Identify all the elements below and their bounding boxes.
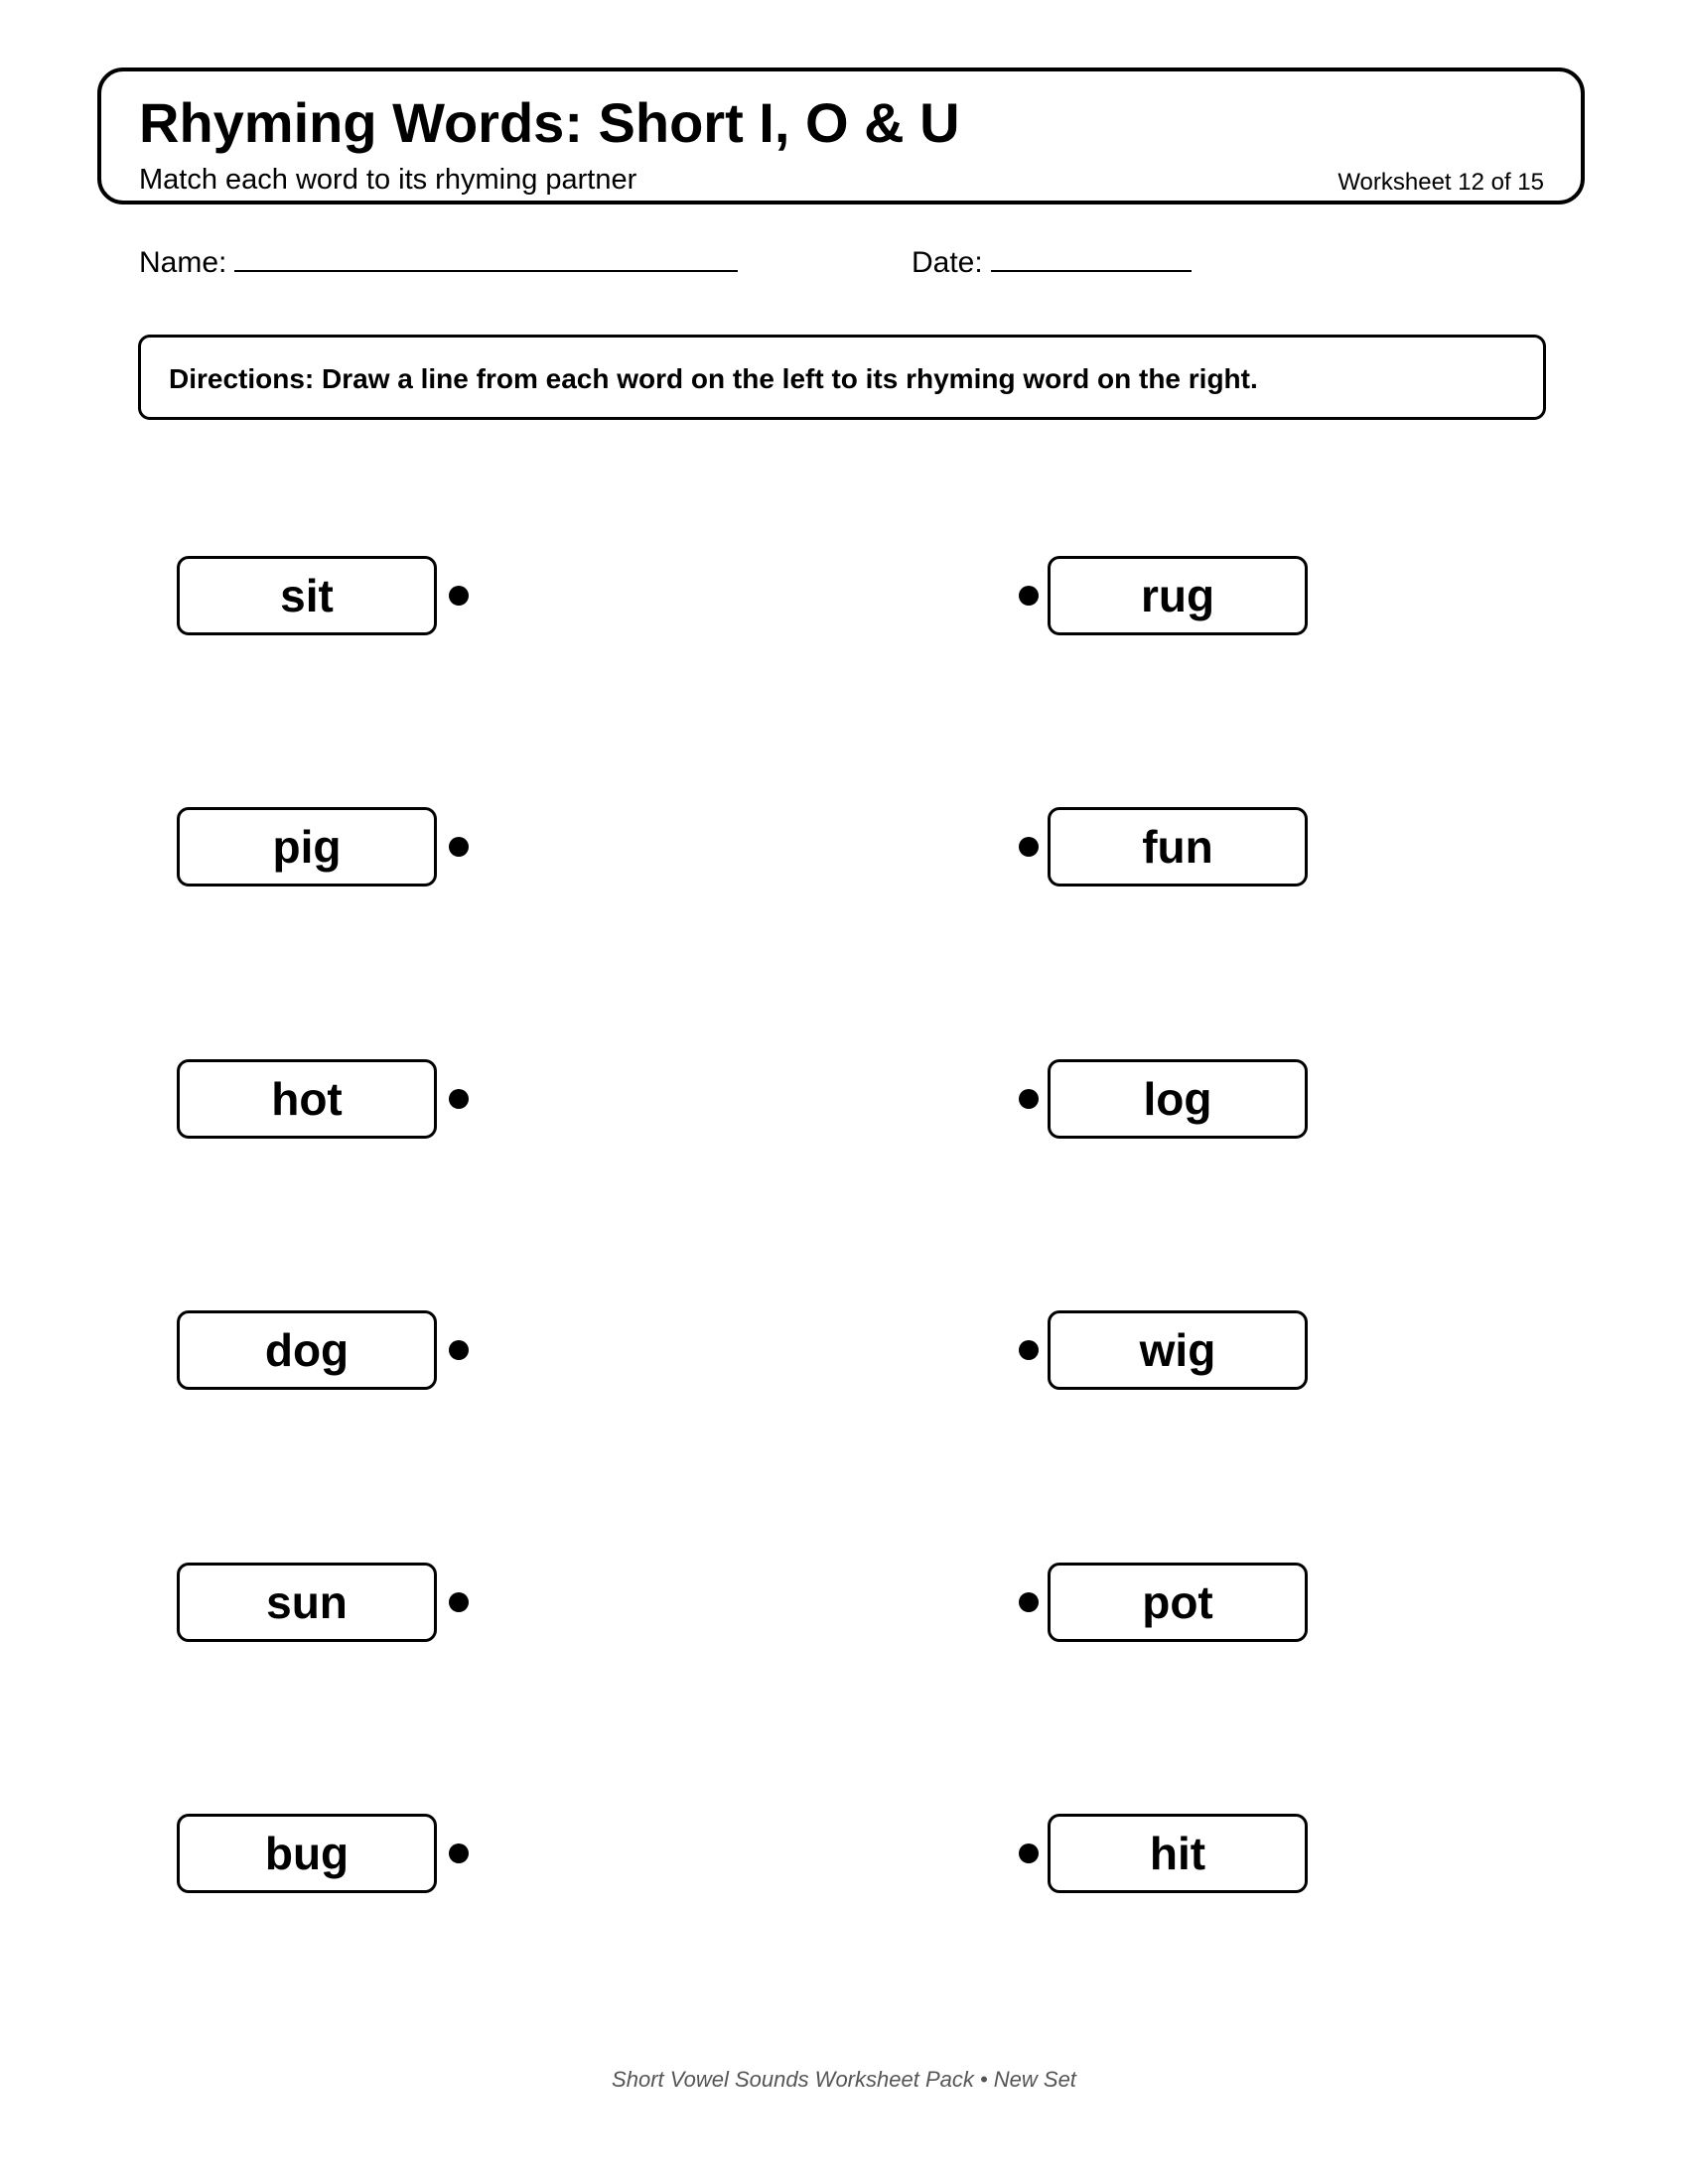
date-field bbox=[912, 242, 1192, 278]
name-label: Name: bbox=[139, 246, 227, 279]
directions-text: Directions: Draw a line from each word on the left to its rhyming word on the right. bbox=[169, 363, 1258, 394]
page-title: Rhyming Words: Short I, O & U bbox=[139, 91, 960, 154]
left-connector-dot[interactable] bbox=[449, 1843, 469, 1863]
left-word-box: sit bbox=[177, 556, 437, 635]
right-word-box: rug bbox=[1048, 556, 1308, 635]
date-blank-line[interactable] bbox=[991, 242, 1192, 272]
right-connector-dot[interactable] bbox=[1019, 1843, 1039, 1863]
date-label: Date: bbox=[912, 246, 983, 279]
left-connector-dot[interactable] bbox=[449, 586, 469, 606]
left-word-box: hot bbox=[177, 1059, 437, 1139]
footer-text: Short Vowel Sounds Worksheet Pack • New Set bbox=[612, 2067, 1076, 2092]
worksheet-number: Worksheet 12 of 15 bbox=[1337, 169, 1544, 196]
left-word-box: pig bbox=[177, 807, 437, 887]
right-word-box: log bbox=[1048, 1059, 1308, 1139]
right-word-box: hit bbox=[1048, 1814, 1308, 1893]
right-connector-dot[interactable] bbox=[1019, 837, 1039, 857]
left-word-box: bug bbox=[177, 1814, 437, 1893]
right-word-box: pot bbox=[1048, 1563, 1308, 1642]
name-field bbox=[139, 242, 738, 278]
right-connector-dot[interactable] bbox=[1019, 1340, 1039, 1360]
right-connector-dot[interactable] bbox=[1019, 1089, 1039, 1109]
right-word-box: fun bbox=[1048, 807, 1308, 887]
left-connector-dot[interactable] bbox=[449, 1592, 469, 1612]
name-blank-line[interactable] bbox=[234, 242, 738, 272]
left-word-box: sun bbox=[177, 1563, 437, 1642]
left-connector-dot[interactable] bbox=[449, 1089, 469, 1109]
right-connector-dot[interactable] bbox=[1019, 586, 1039, 606]
left-connector-dot[interactable] bbox=[449, 1340, 469, 1360]
page-subtitle: Match each word to its rhyming partner bbox=[139, 164, 637, 196]
right-connector-dot[interactable] bbox=[1019, 1592, 1039, 1612]
right-word-box: wig bbox=[1048, 1310, 1308, 1390]
left-connector-dot[interactable] bbox=[449, 837, 469, 857]
left-word-box: dog bbox=[177, 1310, 437, 1390]
